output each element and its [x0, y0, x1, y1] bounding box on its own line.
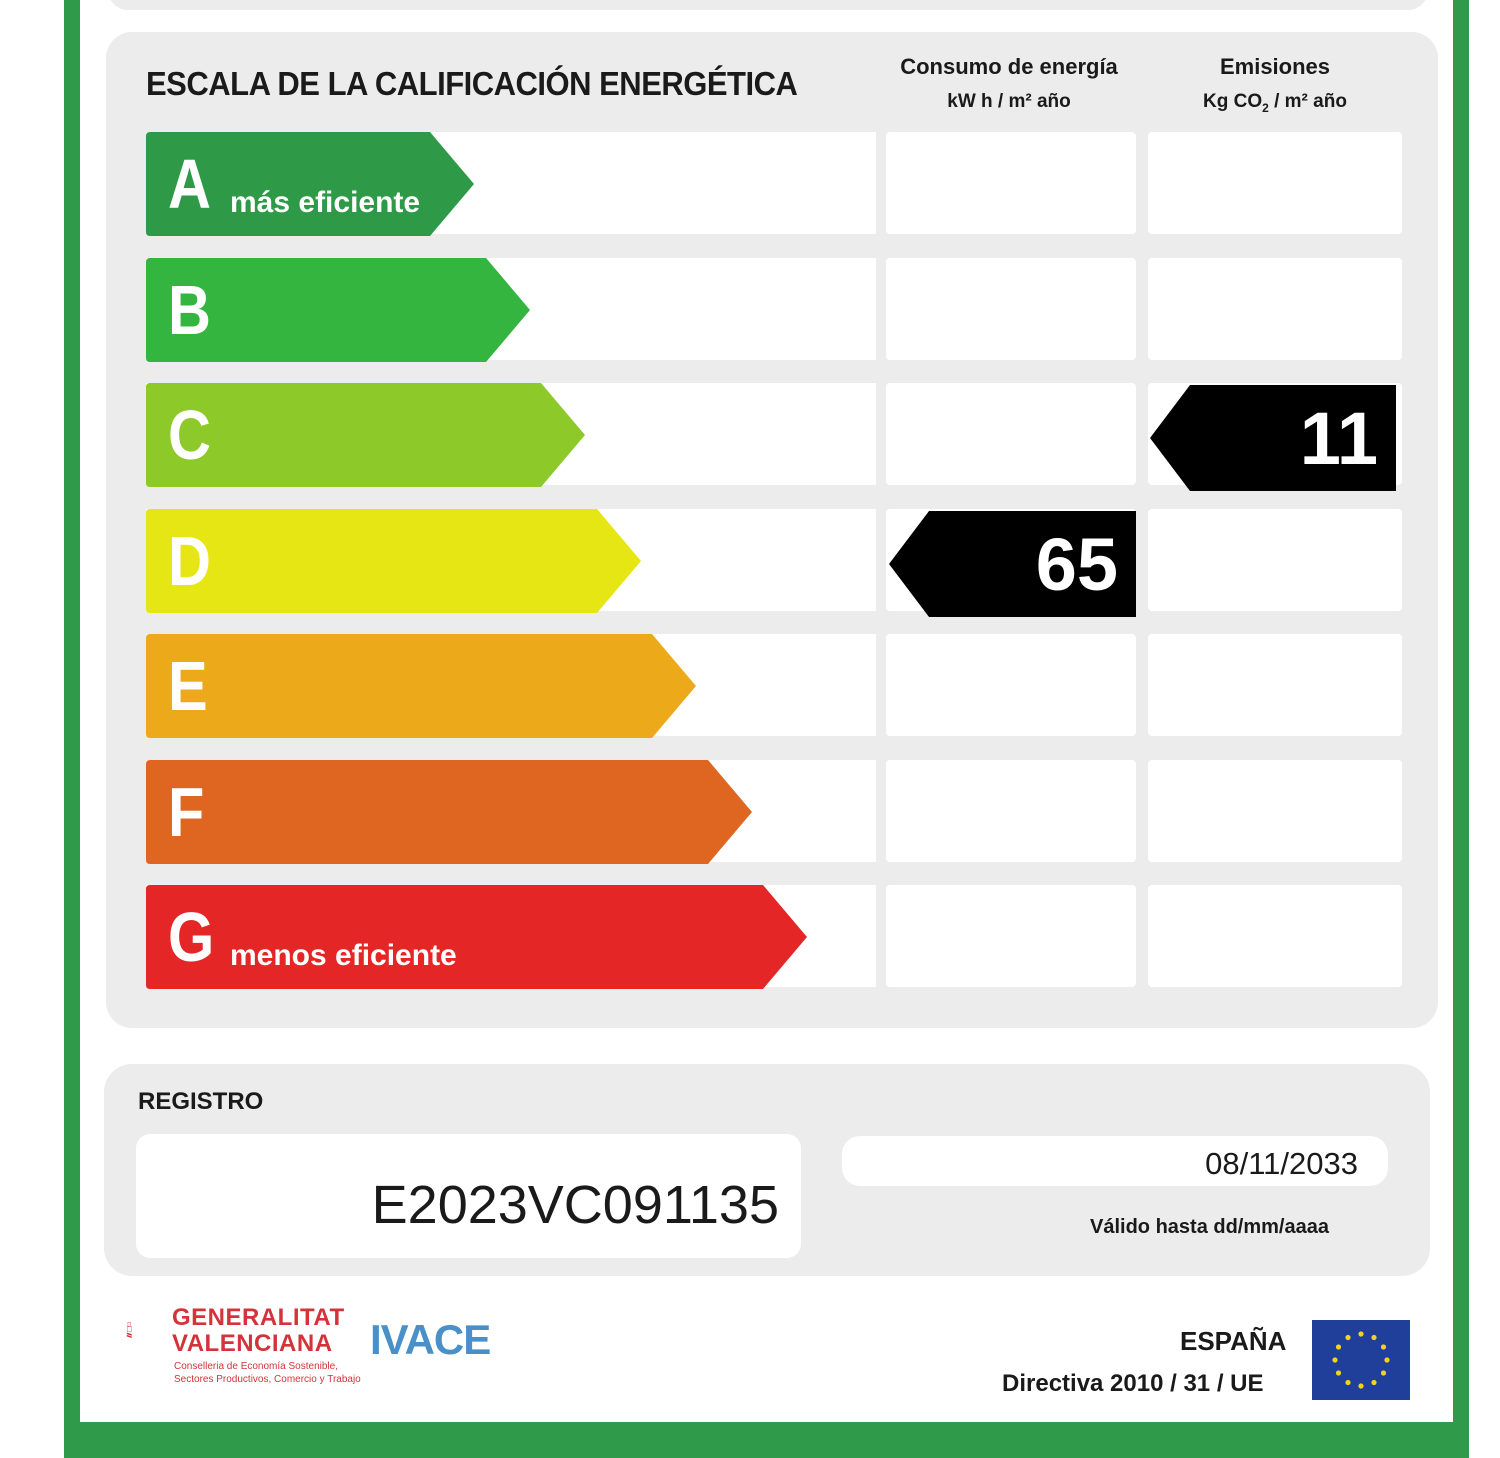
band-letter: E — [168, 647, 208, 725]
rating-band-c — [146, 383, 585, 487]
emissions-cell — [1148, 885, 1402, 987]
band-letter: G — [168, 898, 215, 976]
consumption-cell — [886, 383, 1136, 485]
registro-number-box — [136, 1134, 801, 1258]
top-panel — [108, 0, 1428, 10]
valid-date-label: Válido hasta dd/mm/aaaa — [1090, 1216, 1329, 1238]
band-arrow-shape — [146, 383, 585, 487]
emissions-header-label: Emisiones — [1219, 54, 1331, 79]
emissions-header — [1150, 52, 1400, 128]
eu-flag-icon — [1312, 1320, 1410, 1400]
registro-label: REGISTRO — [138, 1088, 264, 1115]
band-letter: D — [168, 522, 211, 600]
band-arrow-shape — [146, 885, 807, 989]
emissions-cell — [1148, 132, 1402, 234]
eu-star — [1336, 1344, 1341, 1349]
eu-star — [1358, 1383, 1363, 1388]
eu-star — [1384, 1357, 1389, 1362]
band-letter: A — [168, 145, 211, 223]
rating-band-f — [146, 760, 752, 864]
emissions-cell — [1148, 760, 1402, 862]
consumption-unit: kW h / m² año — [947, 91, 1071, 112]
emissions-unit: Kg $CO_2 / m^2$ año — [1203, 91, 1347, 115]
eu-star — [1371, 1335, 1376, 1340]
rating-band-d — [146, 509, 641, 613]
emissions-rating-badge — [1150, 385, 1396, 493]
country-label: ESPAÑA — [1180, 1326, 1287, 1356]
consumption-header — [884, 52, 1134, 122]
rating-band-b — [146, 258, 530, 362]
rating-band-e — [146, 634, 696, 738]
consumption-cell — [886, 634, 1136, 736]
band-letter: C — [168, 396, 211, 474]
eu-star — [1381, 1344, 1386, 1349]
consumption-rating-badge — [889, 511, 1136, 619]
emissions-cell — [1148, 509, 1402, 611]
band-description: menos eficiente — [230, 939, 457, 972]
directive-label: Directiva 2010 / 31 / UE — [1002, 1370, 1264, 1397]
generalitat-logo-icon — [126, 1288, 174, 1378]
generalitat-conselleria: Conselleria de Economía Sostenible, Sectores Productivos, Comercio y Trabajo — [174, 1361, 361, 1385]
eu-star — [1336, 1370, 1341, 1375]
eu-star — [1371, 1380, 1376, 1385]
valid-date-box — [842, 1136, 1388, 1186]
emissions-cell — [1148, 258, 1402, 360]
badge-value: 65 — [1035, 523, 1118, 606]
generalitat-name-line2: VALENCIANA — [172, 1330, 333, 1357]
eu-star — [1345, 1335, 1350, 1340]
band-arrow-shape — [146, 760, 752, 864]
eu-star — [1345, 1380, 1350, 1385]
consumption-cell — [886, 760, 1136, 862]
consumption-cell — [886, 132, 1136, 234]
consumption-header-label: Consumo de energía — [900, 54, 1118, 79]
eu-star — [1332, 1357, 1337, 1362]
badge-value: 11 — [1299, 397, 1378, 480]
scale-title: ESCALA DE LA CALIFICACIÓN ENERGÉTICA — [146, 64, 798, 103]
valid-date: 08/11/2033 — [1205, 1146, 1358, 1181]
consumption-cell — [886, 885, 1136, 987]
band-arrow-shape — [146, 634, 696, 738]
eu-star — [1358, 1331, 1363, 1336]
band-letter: F — [168, 773, 205, 851]
rating-band-a — [146, 132, 474, 236]
certificate-bottom-bar — [64, 1428, 1469, 1458]
generalitat-name-line1: GENERALITAT — [172, 1304, 345, 1331]
registro-number: E2023VC091135 — [371, 1175, 779, 1235]
band-letter: B — [168, 271, 211, 349]
rating-band-g — [146, 885, 807, 989]
emissions-cell — [1148, 634, 1402, 736]
eu-star — [1381, 1370, 1386, 1375]
band-description: más eficiente — [230, 186, 421, 219]
consumption-cell — [886, 258, 1136, 360]
band-arrow-shape — [146, 509, 641, 613]
ivace-logo: IVACE — [370, 1316, 491, 1363]
